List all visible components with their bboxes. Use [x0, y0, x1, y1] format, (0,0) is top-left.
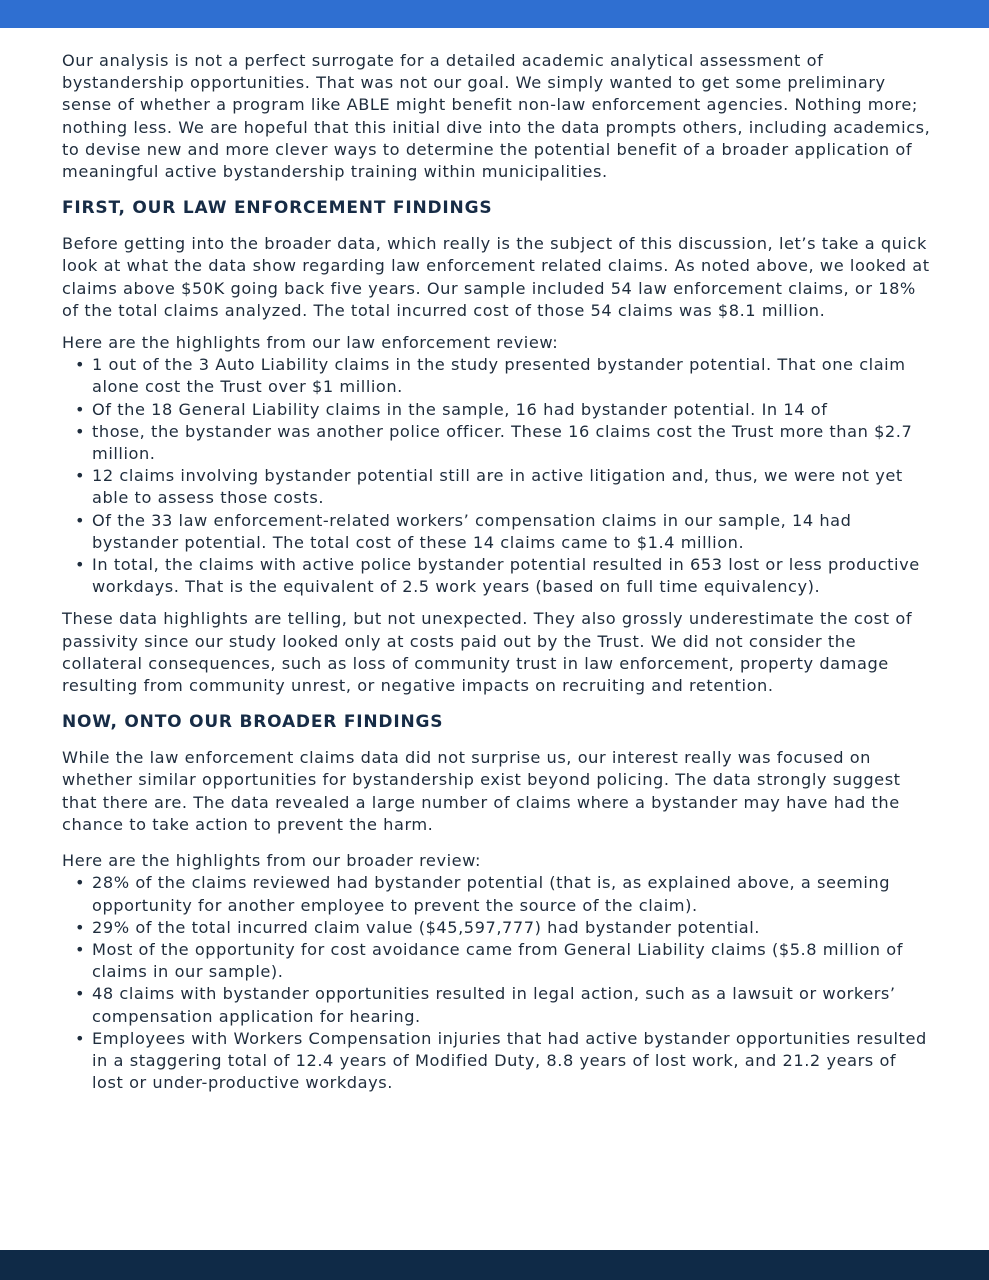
broader-findings-paragraph: While the law enforcement claims data did not surprise us, our interest really was focused on whether similar opportunities for bystandership exist beyond policing. The data strongly suggest that there are. The data revealed a large number of claims where a bystander may have had the chance to take action to prevent the harm. [62, 748, 901, 834]
list-item: • Of the 18 General Liability claims in the sample, 16 had bystander potential. In 14 of [62, 399, 932, 421]
law-enforcement-paragraph: Before getting into the broader data, which really is the subject of this discussion, let’s take a quick look at what the data show regarding law enforcement related claims. As noted above, we looked at claims above $50K going back five years. Our sample included 54 law enforcement claims, or 18% of the total claims analyzed. The total incurred cost of those 54 claims was $8.1 million. [62, 234, 930, 320]
list-item: • In total, the claims with active police bystander potential resulted in 653 lost or less productive workdays. That is the equivalent of 2.5 work years (based on full time equivalency). [62, 554, 932, 598]
list-item: • 1 out of the 3 Auto Liability claims in the study presented bystander potential. That one claim alone cost the Trust over $1 million. [62, 354, 932, 398]
list-item: • Of the 33 law enforcement-related workers’ compensation claims in our sample, 14 had bystander potential. The total cost of these 14 claims came to $1.4 million. [62, 510, 932, 554]
broader-findings-list-intro: Here are the highlights from our broader review: [62, 851, 482, 871]
document-body [62, 50, 932, 1094]
section-heading-law-enforcement: FIRST, OUR LAW ENFORCEMENT FINDINGS [62, 198, 493, 219]
list-item: • those, the bystander was another police officer. These 16 claims cost the Trust more than $2.7 million. [62, 421, 932, 465]
section-heading-broader-findings: NOW, ONTO OUR BROADER FINDINGS [62, 712, 444, 733]
law-enforcement-bullet-list [62, 354, 932, 598]
list-item: • 29% of the total incurred claim value ($45,597,777) had bystander potential. [62, 917, 932, 939]
footer-band [0, 1250, 989, 1280]
intro-paragraph: Our analysis is not a perfect surrogate for a detailed academic analytical assessment of bystandership opportunities. That was not our goal. We simply wanted to get some preliminary sense of whether a program like ABLE might benefit non-law enforcement agencies. Nothing more; nothing less. We are hopeful that this initial dive into the data prompts others, including academics, to devise new and more clever ways to determine the potential benefit of a broader application of meaningful active bystandership training within municipalities. [62, 51, 931, 182]
list-item: • 12 claims involving bystander potential still are in active litigation and, thus, we were not yet able to assess those costs. [62, 465, 932, 509]
list-item: • Employees with Workers Compensation injuries that had active bystander opportunities resulted in a staggering total of 12.4 years of Modified Duty, 8.8 years of lost work, and 21.2 years of lost or under-productive workdays. [62, 1028, 932, 1095]
law-enforcement-closing-paragraph: These data highlights are telling, but not unexpected. They also grossly underestimate the cost of passivity since our study looked only at costs paid out by the Trust. We did not consider the collateral consequences, such as loss of community trust in law enforcement, property damage resulting from community unrest, or negative impacts on recruiting and retention. [62, 609, 913, 696]
header-band [0, 0, 989, 28]
list-item: • 28% of the claims reviewed had bystander potential (that is, as explained above, a seeming opportunity for another employee to prevent the source of the claim). [62, 872, 932, 916]
broader-findings-bullet-list [62, 872, 932, 1094]
list-item: • Most of the opportunity for cost avoidance came from General Liability claims ($5.8 million of claims in our sample). [62, 939, 932, 983]
list-item: • 48 claims with bystander opportunities resulted in legal action, such as a lawsuit or workers’ compensation application for hearing. [62, 983, 932, 1027]
law-enforcement-list-intro: Here are the highlights from our law enforcement review: [62, 333, 559, 353]
